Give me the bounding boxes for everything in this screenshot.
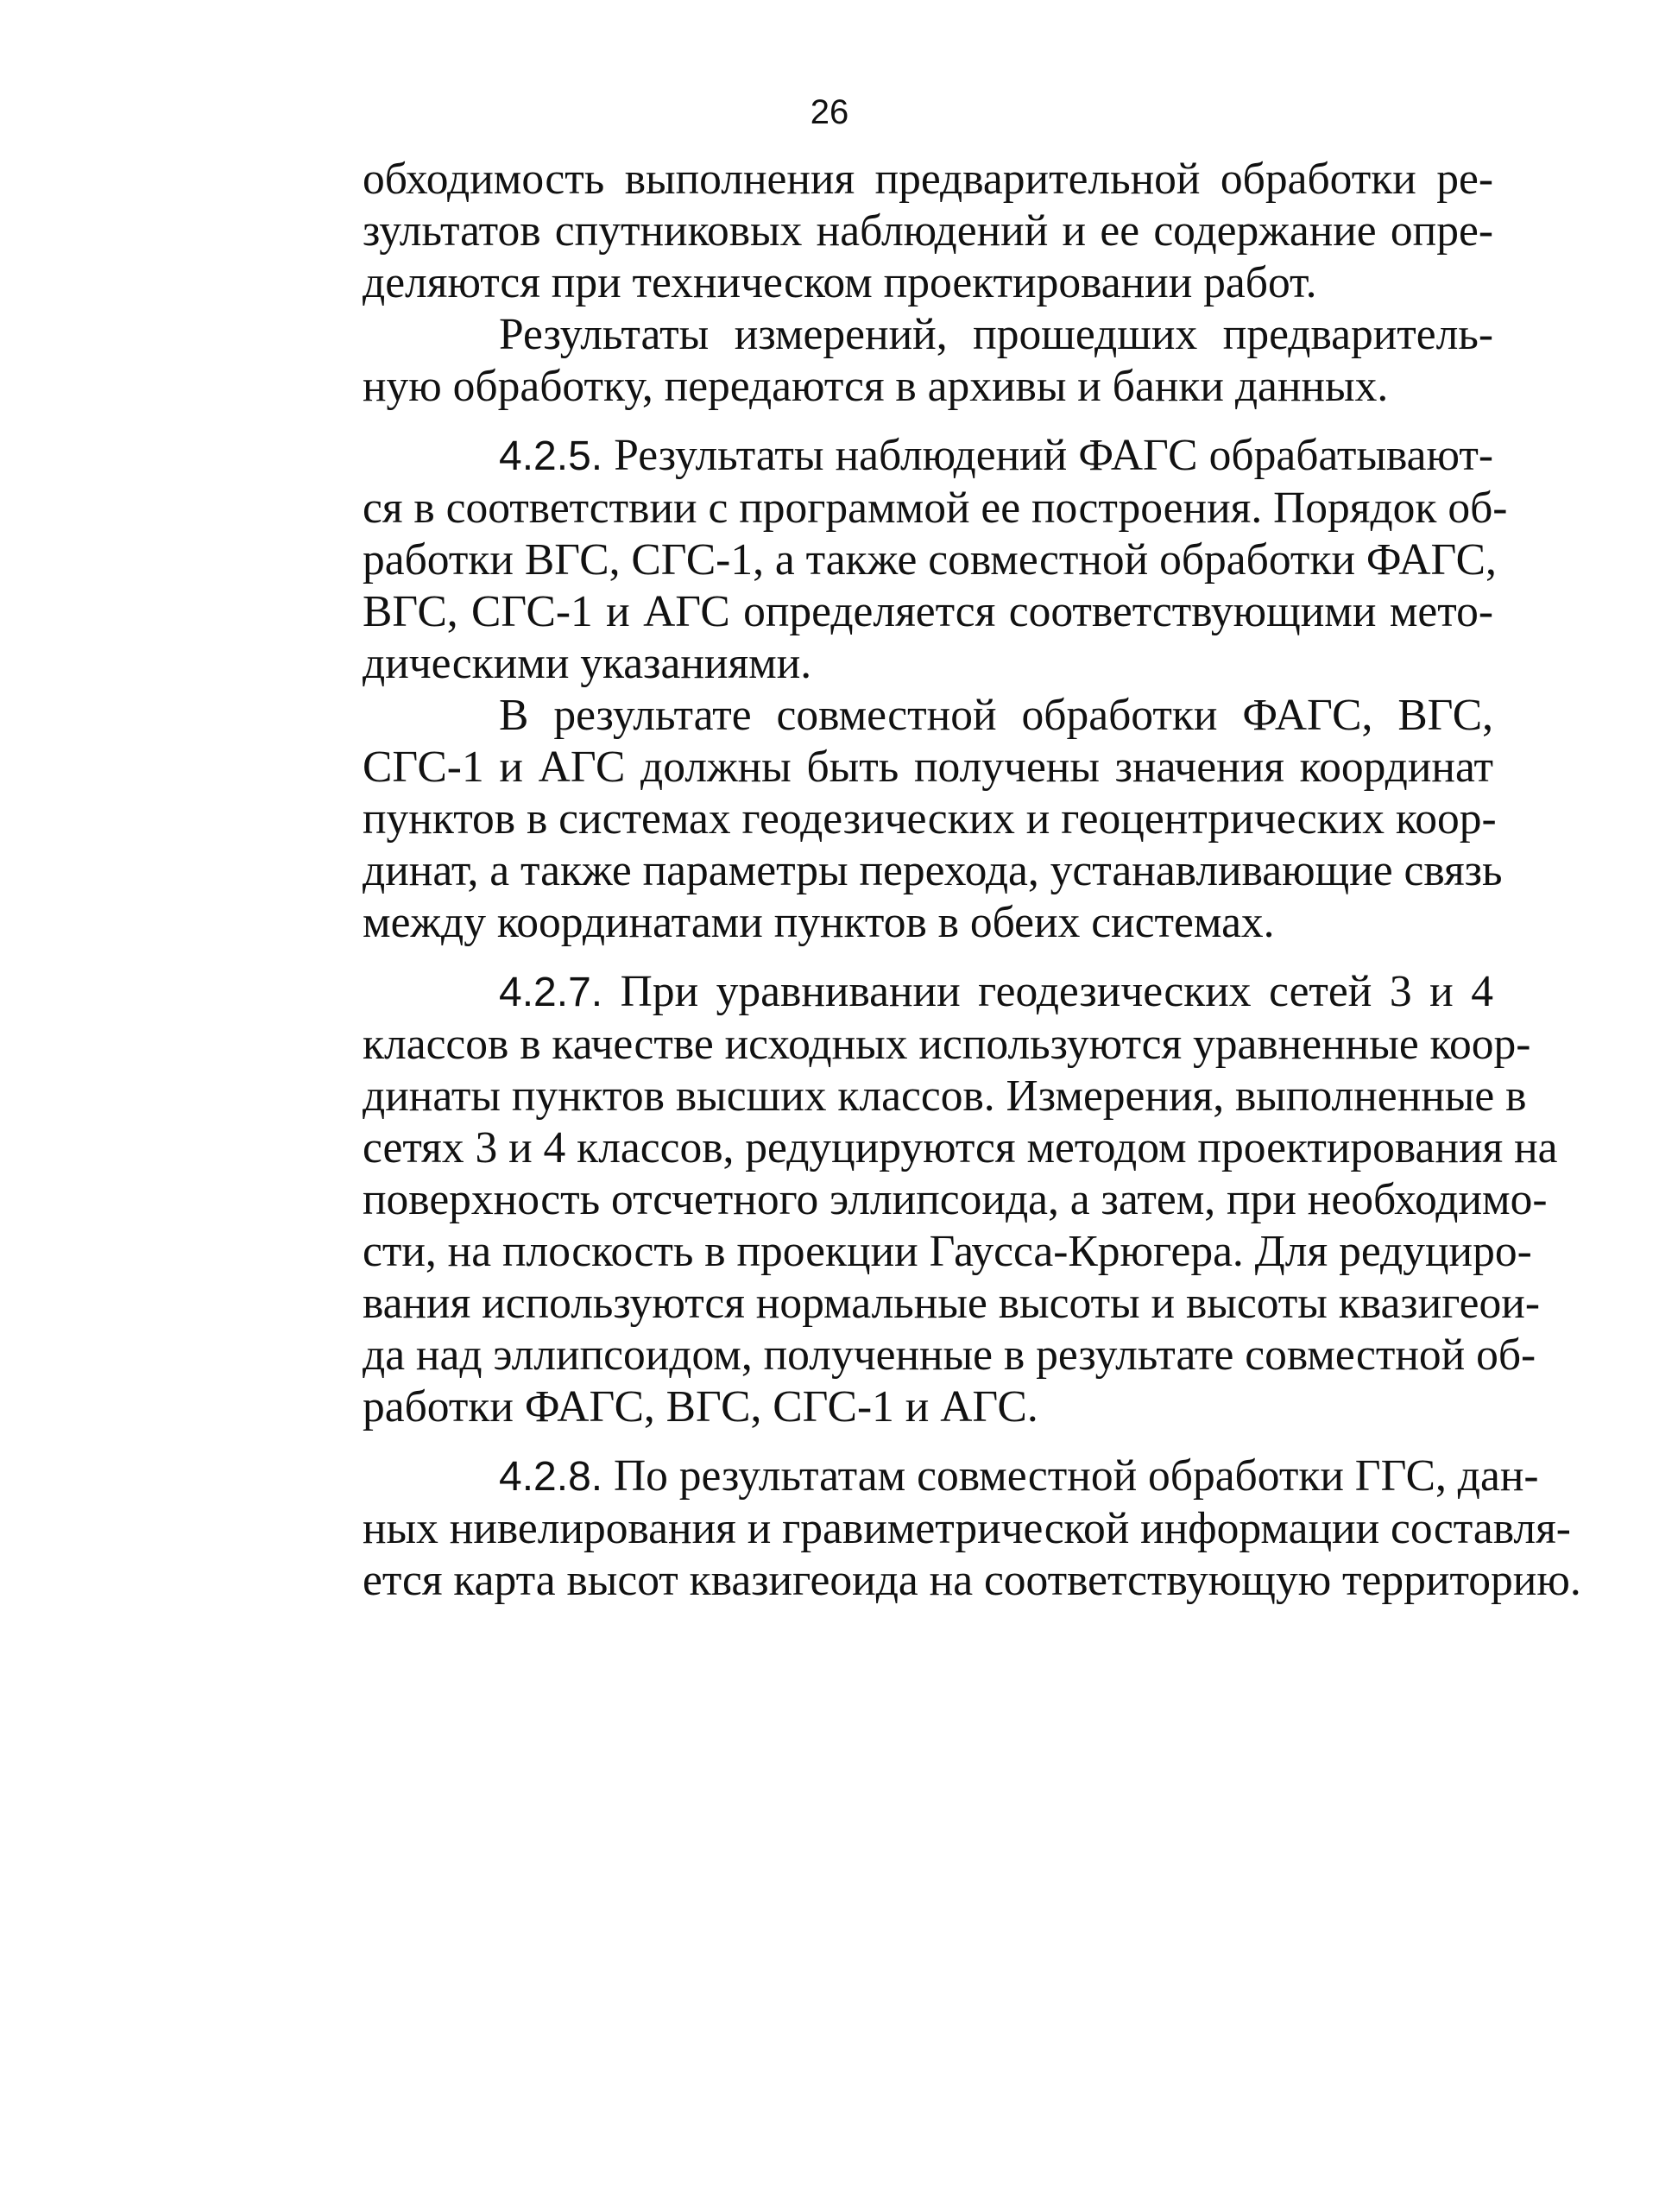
- text-line: сетях 3 и 4 классов, редуцируются методом проектирования на: [363, 1123, 1558, 1172]
- text-line: В результате совместной обработки ФАГС, ВГС,: [499, 691, 1493, 740]
- section-text: По результатам совместной обработки ГГС, дан-: [602, 1451, 1539, 1501]
- text-line: Результаты измерений, прошедших предваритель-: [499, 310, 1493, 359]
- section-text: Результаты наблюдений ФАГС обрабатывают-: [602, 431, 1493, 480]
- text-line: работки ФАГС, ВГС, СГС-1 и АГС.: [363, 1382, 1038, 1431]
- text-line: сти, на плоскость в проекции Гаусса-Крюгера. Для редуциро-: [363, 1227, 1532, 1276]
- text-line: классов в качестве исходных используются уравненные коор-: [363, 1020, 1531, 1069]
- paragraph-continuation: [363, 154, 1493, 309]
- section-number: 4.2.7.: [499, 970, 603, 1015]
- page-number: 26: [810, 93, 849, 131]
- document-body: [363, 154, 1581, 1607]
- text-line: ется карта высот квазигеоида на соответствующую территорию.: [363, 1556, 1581, 1605]
- text-line: зультатов спутниковых наблюдений и ее содержание опре-: [363, 206, 1493, 256]
- text-line: ся в соответствии с программой ее построения. Порядок об-: [363, 483, 1508, 533]
- text-line: ных нивелирования и гравиметрической информации составля-: [363, 1504, 1571, 1553]
- text-line: да над эллипсоидом, полученные в результате совместной об-: [363, 1330, 1536, 1380]
- text-line: [363, 430, 1493, 483]
- text-line: между координатами пунктов в обеих системах.: [363, 898, 1275, 947]
- text-line: работки ВГС, СГС-1, а также совместной обработки ФАГС,: [363, 535, 1497, 585]
- paragraph-4-2-7: [363, 966, 1558, 1433]
- text-line: динат, а также параметры перехода, устанавливающие связь: [363, 846, 1503, 895]
- text-line: вания используются нормальные высоты и высоты квазигеои-: [363, 1279, 1540, 1328]
- text-line: ВГС, СГС-1 и АГС определяется соответствующими мето-: [363, 587, 1493, 636]
- section-text: При уравнивании геодезических сетей 3 и 4: [602, 967, 1493, 1016]
- text-line: пунктов в системах геодезических и геоцентрических коор-: [363, 794, 1497, 844]
- text-line: обходимость выполнения предварительной обработки ре-: [363, 155, 1493, 204]
- text-line: [363, 1450, 1539, 1503]
- text-line: [363, 966, 1493, 1019]
- text-line: поверхность отсчетного эллипсоида, а затем, при необходимо-: [363, 1175, 1548, 1224]
- section-number: 4.2.5.: [499, 433, 603, 479]
- paragraph-joint-processing: [363, 690, 1503, 949]
- text-line: ную обработку, передаются в архивы и банки данных.: [363, 362, 1389, 411]
- text-line: дическими указаниями.: [363, 639, 812, 688]
- text-line: деляются при техническом проектировании работ.: [363, 258, 1317, 307]
- paragraph-4-2-8: [363, 1450, 1581, 1607]
- text-line: динаты пунктов высших классов. Измерения, выполненные в: [363, 1071, 1527, 1121]
- paragraph-4-2-5: [363, 430, 1508, 690]
- section-number: 4.2.8.: [499, 1454, 603, 1500]
- text-line: СГС-1 и АГС должны быть получены значения координат: [363, 743, 1493, 792]
- paragraph-archive: [363, 309, 1493, 413]
